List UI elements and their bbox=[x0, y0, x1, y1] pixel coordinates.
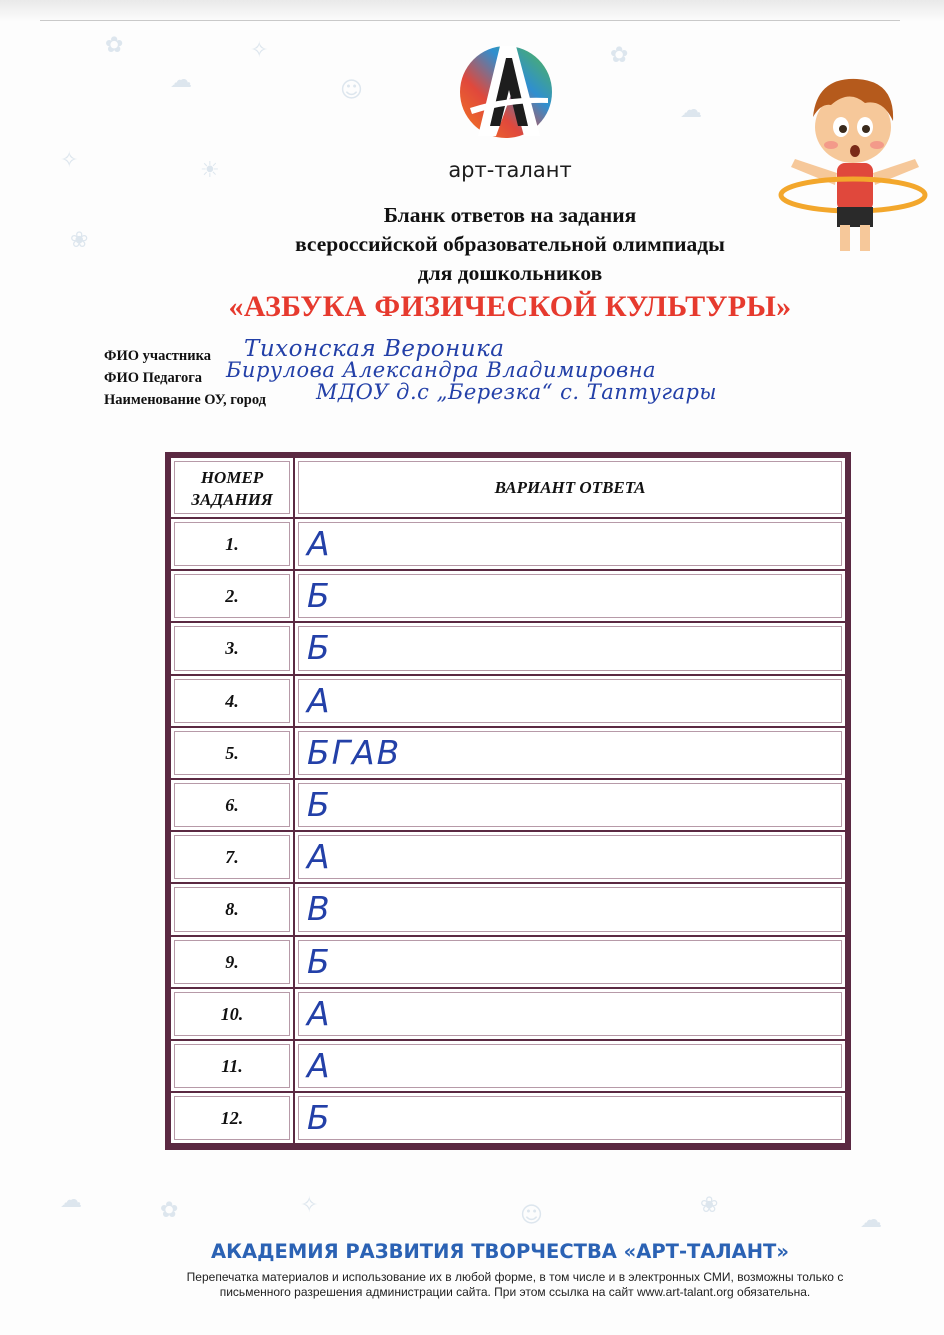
footer-note-line: письменного разрешения администрации сайта. При этом ссылка на сайт www.art-talant.org обязательна. bbox=[219, 1285, 811, 1299]
field-label: ФИО участника bbox=[104, 348, 211, 364]
table-row bbox=[171, 780, 845, 830]
doodle-icon: ☁ bbox=[680, 98, 702, 123]
doodle-icon: ☺ bbox=[520, 1203, 543, 1228]
handwritten-answer: Б bbox=[295, 1093, 845, 1143]
olympiad-name: «АЗБУКА ФИЗИЧЕСКОЙ КУЛЬТУРЫ» bbox=[228, 290, 792, 323]
answers-table bbox=[165, 452, 851, 1150]
table-row bbox=[171, 937, 845, 987]
handwritten-answer: А bbox=[295, 519, 845, 569]
doodle-icon: ❀ bbox=[70, 228, 89, 253]
handwritten-answer: Б bbox=[295, 780, 845, 830]
header-number-line: НОМЕР bbox=[200, 468, 264, 487]
task-number: 9. bbox=[171, 937, 293, 987]
doodle-icon: ✿ bbox=[160, 1198, 179, 1223]
table-row bbox=[171, 1093, 845, 1143]
scan-line bbox=[40, 20, 900, 21]
handwritten-answer: А bbox=[295, 832, 845, 882]
scan-edge bbox=[0, 0, 944, 22]
doodle-icon: ✿ bbox=[610, 43, 629, 68]
handwritten-answer: А bbox=[295, 676, 845, 726]
doodle-icon: ✿ bbox=[105, 33, 124, 58]
task-number: 8. bbox=[171, 884, 293, 934]
handwritten-answer: А bbox=[295, 1041, 845, 1091]
handwritten-value: МДОУ д.с „Березка“ с. Таптугары bbox=[316, 380, 718, 404]
doodle-icon: ✧ bbox=[250, 38, 269, 63]
handwritten-answer: В bbox=[295, 884, 845, 934]
table-row bbox=[171, 623, 845, 673]
task-number: 1. bbox=[171, 519, 293, 569]
table-row bbox=[171, 728, 845, 778]
task-number: 3. bbox=[171, 623, 293, 673]
task-number: 11. bbox=[171, 1041, 293, 1091]
header-number-line: ЗАДАНИЯ bbox=[191, 490, 273, 509]
doodle-icon: ✧ bbox=[300, 1193, 319, 1218]
header-number-cell bbox=[171, 458, 293, 517]
doodle-icon: ☁ bbox=[860, 1208, 882, 1233]
doodle-icon: ☁ bbox=[60, 1188, 82, 1213]
brand-name: арт-талант bbox=[448, 158, 572, 182]
doodle-icon: ☀ bbox=[200, 158, 220, 183]
table-row bbox=[171, 832, 845, 882]
task-number: 6. bbox=[171, 780, 293, 830]
task-number: 4. bbox=[171, 676, 293, 726]
art-talant-logo bbox=[456, 40, 556, 140]
handwritten-value: Бирулова Александра Владимировна bbox=[226, 358, 657, 382]
field-label: ФИО Педагога bbox=[104, 370, 203, 386]
table-row bbox=[171, 571, 845, 621]
table-row bbox=[171, 884, 845, 934]
header-answer-cell: ВАРИАНТ ОТВЕТА bbox=[295, 458, 845, 517]
doodle-icon: ☺ bbox=[340, 78, 363, 103]
footer-title: АКАДЕМИЯ РАЗВИТИЯ ТВОРЧЕСТВА «АРТ-ТАЛАНТ» bbox=[211, 1240, 789, 1263]
handwritten-answer: Б bbox=[295, 937, 845, 987]
footer-note bbox=[120, 1270, 910, 1300]
field-label: Наименование ОУ, город bbox=[104, 392, 266, 408]
handwritten-answer: Б bbox=[295, 623, 845, 673]
handwritten-answer: А bbox=[295, 989, 845, 1039]
task-number: 12. bbox=[171, 1093, 293, 1143]
task-number: 5. bbox=[171, 728, 293, 778]
title-line: всероссийской образовательной олимпиады bbox=[295, 232, 725, 256]
school-name-field bbox=[104, 380, 884, 411]
document-title bbox=[140, 201, 880, 288]
participant-fields bbox=[104, 336, 884, 411]
task-number: 7. bbox=[171, 832, 293, 882]
table-header bbox=[171, 458, 845, 517]
table-row bbox=[171, 676, 845, 726]
title-line: Бланк ответов на задания bbox=[383, 203, 637, 227]
doodle-icon: ❀ bbox=[700, 1193, 719, 1218]
task-number: 2. bbox=[171, 571, 293, 621]
table-row bbox=[171, 989, 845, 1039]
footer-note-line: Перепечатка материалов и использование их в любой форме, в том числе и в электронных СМИ, возможны только с bbox=[186, 1270, 844, 1284]
doodle-icon: ☁ bbox=[170, 68, 192, 93]
handwritten-value: Тихонская Вероника bbox=[244, 336, 505, 362]
task-number: 10. bbox=[171, 989, 293, 1039]
doodle-icon: ✧ bbox=[60, 148, 79, 173]
table-row bbox=[171, 519, 845, 569]
table-row bbox=[171, 1041, 845, 1091]
handwritten-answer: Б bbox=[295, 571, 845, 621]
title-line: для дошкольников bbox=[417, 261, 603, 285]
handwritten-answer: БГАВ bbox=[295, 728, 845, 778]
